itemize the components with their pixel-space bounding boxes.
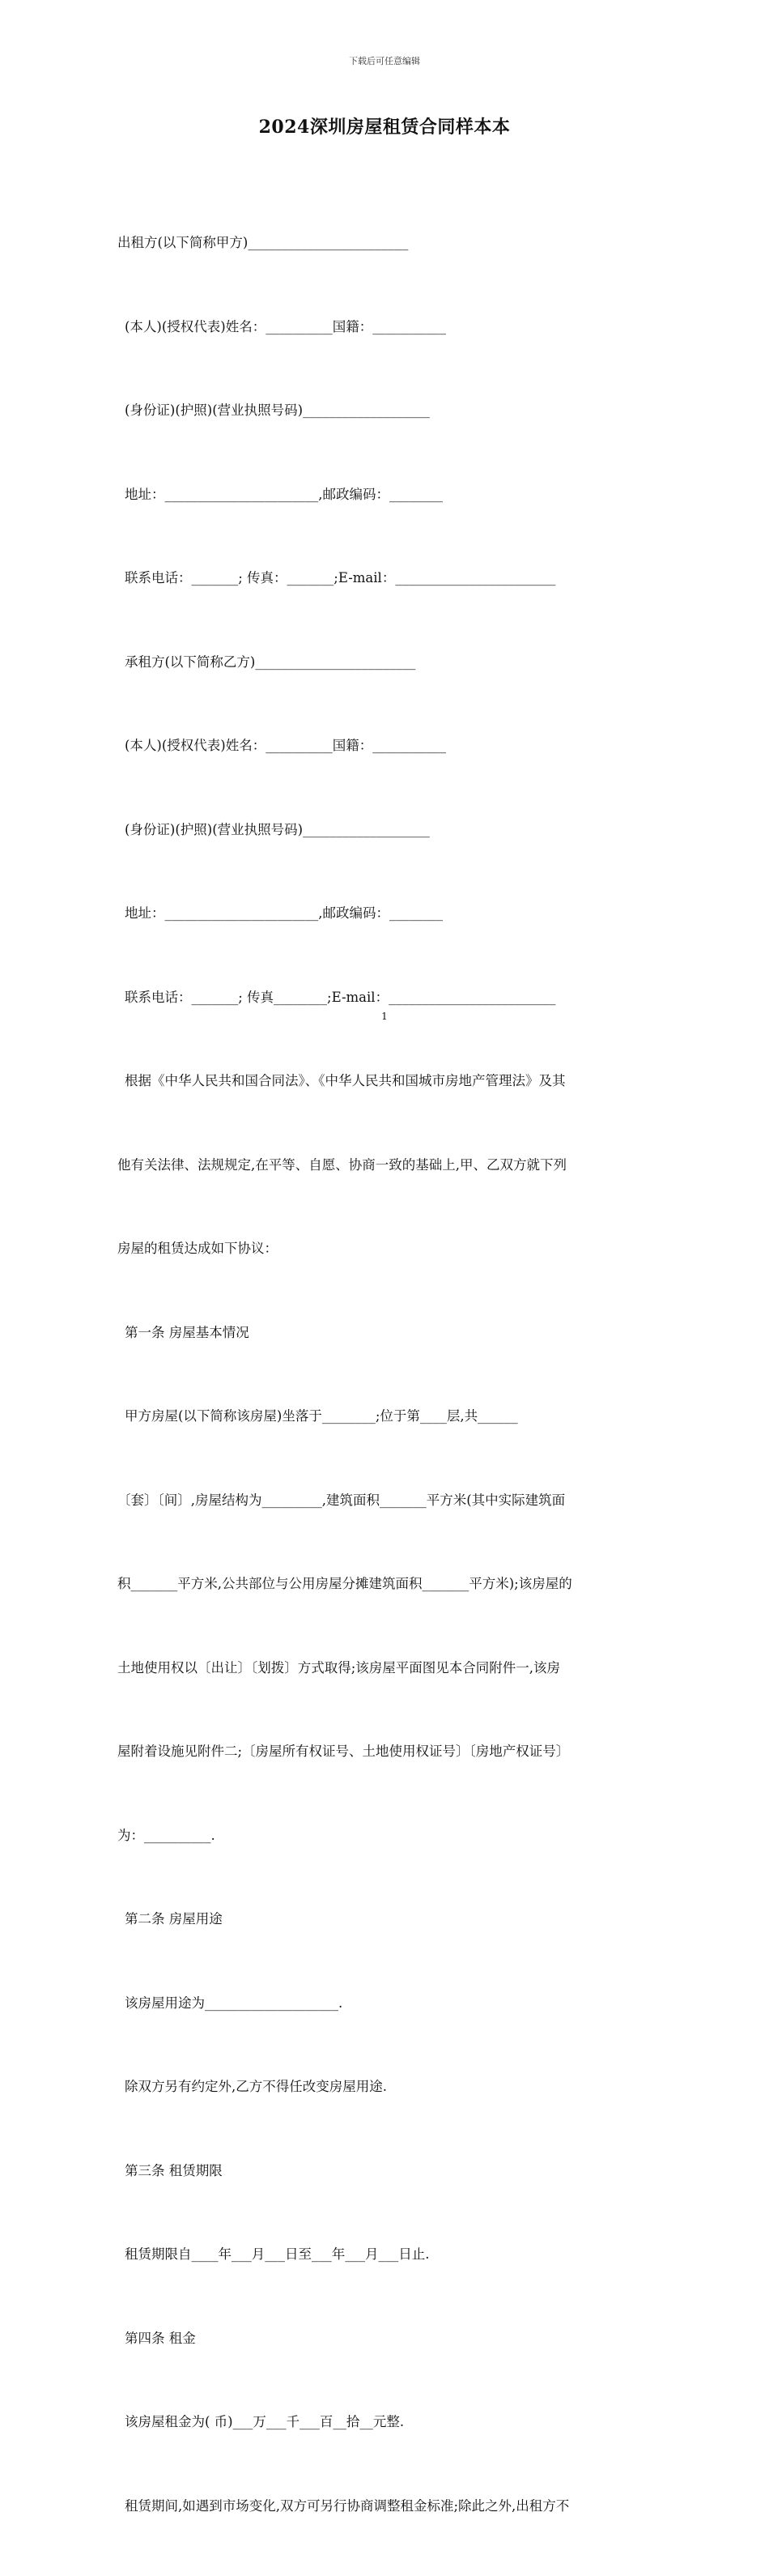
article-3-heading: 第三条 租赁期限 (125, 2162, 223, 2178)
article-3-line-1: 租赁期限自____年___月___日至___年___月___日止. (125, 2246, 430, 2262)
article-1-line-2: 〔套〕〔间〕,房屋结构为_________,建筑面积_______平方米(其中实际建筑面 (117, 1492, 566, 1508)
article-2-line-1: 该房屋用途为____________________. (125, 1995, 343, 2011)
article-2-line-2: 除双方另有约定外,乙方不得任改变房屋用途. (125, 2079, 387, 2094)
article-1-line-4: 土地使用权以〔出让〕〔划拨〕方式取得;该房屋平面图见本合同附件一,该房 (117, 1659, 561, 1675)
article-1-heading: 第一条 房屋基本情况 (125, 1324, 249, 1340)
header-note: 下载后可任意编辑 (349, 56, 420, 66)
article-1-line-3: 积_______平方米,公共部位与公用房屋分摊建筑面积_______平方米);该房屋的 (117, 1576, 572, 1591)
page-number: 1 (381, 1011, 388, 1022)
lessor-name-nationality-line: (本人)(授权代表)姓名：__________国籍：___________ (125, 318, 446, 334)
article-1-line-1: 甲方房屋(以下简称该房屋)坐落于________;位于第____层,共______ (125, 1408, 518, 1424)
lessor-line: 出租方(以下简称甲方)________________________ (117, 235, 409, 250)
lessee-name-nationality-line: (本人)(授权代表)姓名：__________国籍：___________ (125, 738, 446, 753)
document-title: 2024深圳房屋租赁合同样本本 (258, 117, 511, 138)
lessor-contact-line: 联系电话：_______; 传真：_______;E-mail：________________________ (125, 570, 556, 585)
contract-body (117, 173, 656, 2576)
article-4-line-2: 租赁期间,如遇到市场变化,双方可另行协商调整租金标准;除此之外,出租方不 (125, 2497, 570, 2514)
article-1-line-6: 为：__________. (117, 1827, 215, 1843)
lessor-address-line: 地址：_______________________,邮政编码：________ (125, 486, 443, 502)
article-1-line-5: 屋附着设施见附件二;〔房屋所有权证号、土地使用权证号〕〔房地产权证号〕 (117, 1744, 570, 1759)
lessee-contact-line: 联系电话：_______; 传真________;E-mail：_________________________ (125, 989, 556, 1005)
lessee-address-line: 地址：_______________________,邮政编码：________ (125, 905, 443, 921)
article-4-line-1: 该房屋租金为( 币)___万___千___百__拾__元整. (125, 2414, 405, 2429)
preamble-line-2: 他有关法律、法规规定,在平等、自愿、协商一致的基础上,甲、乙双方就下列 (117, 1156, 567, 1173)
preamble-line-1: 根据《中华人民共和国合同法》、《中华人民共和国城市房地产管理法》及其 (125, 1073, 566, 1088)
lessee-line: 承租方(以下简称乙方)________________________ (125, 654, 416, 670)
lessee-id-line: (身份证)(护照)(营业执照号码)___________________ (125, 821, 430, 837)
article-2-heading: 第二条 房屋用途 (125, 1911, 223, 1927)
lessor-id-line: (身份证)(护照)(营业执照号码)___________________ (125, 402, 430, 418)
preamble-line-3: 房屋的租赁达成如下协议： (117, 1241, 278, 1256)
article-4-heading: 第四条 租金 (125, 2330, 196, 2346)
